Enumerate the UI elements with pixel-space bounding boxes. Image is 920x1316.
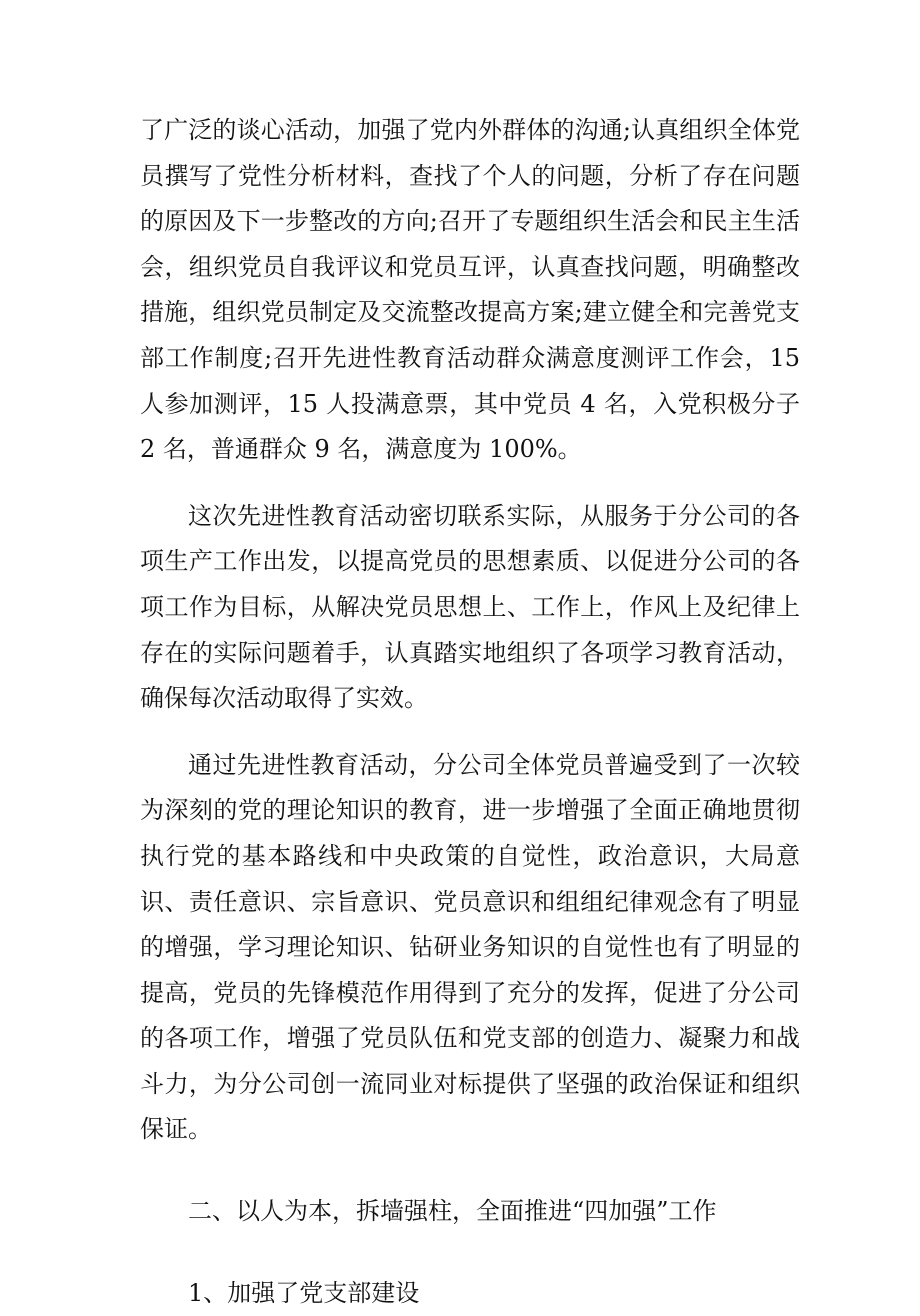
document-body	[140, 108, 800, 1316]
section-heading: 二、以人为本，拆墙强柱，全面推进“四加强”工作	[188, 1197, 717, 1226]
paragraph-continuation: 了广泛的谈心活动，加强了党内外群体的沟通;认真组织全体党员撰写了党性分析材料，查找了个人的问题，分析了存在问题的原因及下一步整改的方向;召开了专题组织生活会和民主生活会，组织党员自我评议和党员互评，认真查找问题，明确整改措施，组织党员制定及交流整改提高方案;建立健全和完善党支部工作制度;召开先进性教育活动群众满意度测评工作会，15 人参加测评，15 人投满意票，其中党员 4 名，入党积极分子 2 名，普通群众 9 名，满意度为 100%。	[140, 116, 800, 464]
paragraph-education-outcomes: 通过先进性教育活动，分公司全体党员普遍受到了一次较为深刻的党的理论知识的教育，进一步增强了全面正确地贯彻执行党的基本路线和中央政策的自觉性，政治意识，大局意识、责任意识、宗旨意识、党员意识和组组纪律观念有了明显的增强，学习理论知识、钻研业务知识的自觉性也有了明显的提高，党员的先锋模范作用得到了充分的发挥，促进了分公司的各项工作，增强了党员队伍和党支部的创造力、凝聚力和战斗力，为分公司创一流同业对标提供了坚强的政治保证和组织保证。	[140, 750, 800, 1144]
paragraph-practical-results: 这次先进性教育活动密切联系实际，从服务于分公司的各项生产工作出发，以提高党员的思想素质、以促进分公司的各项工作为目标，从解决党员思想上、工作上，作风上及纪律上存在的实际问题着手，认真踏实地组织了各项学习教育活动，确保每次活动取得了实效。	[140, 501, 800, 713]
subsection-heading: 1、加强了党支部建设	[188, 1278, 420, 1307]
